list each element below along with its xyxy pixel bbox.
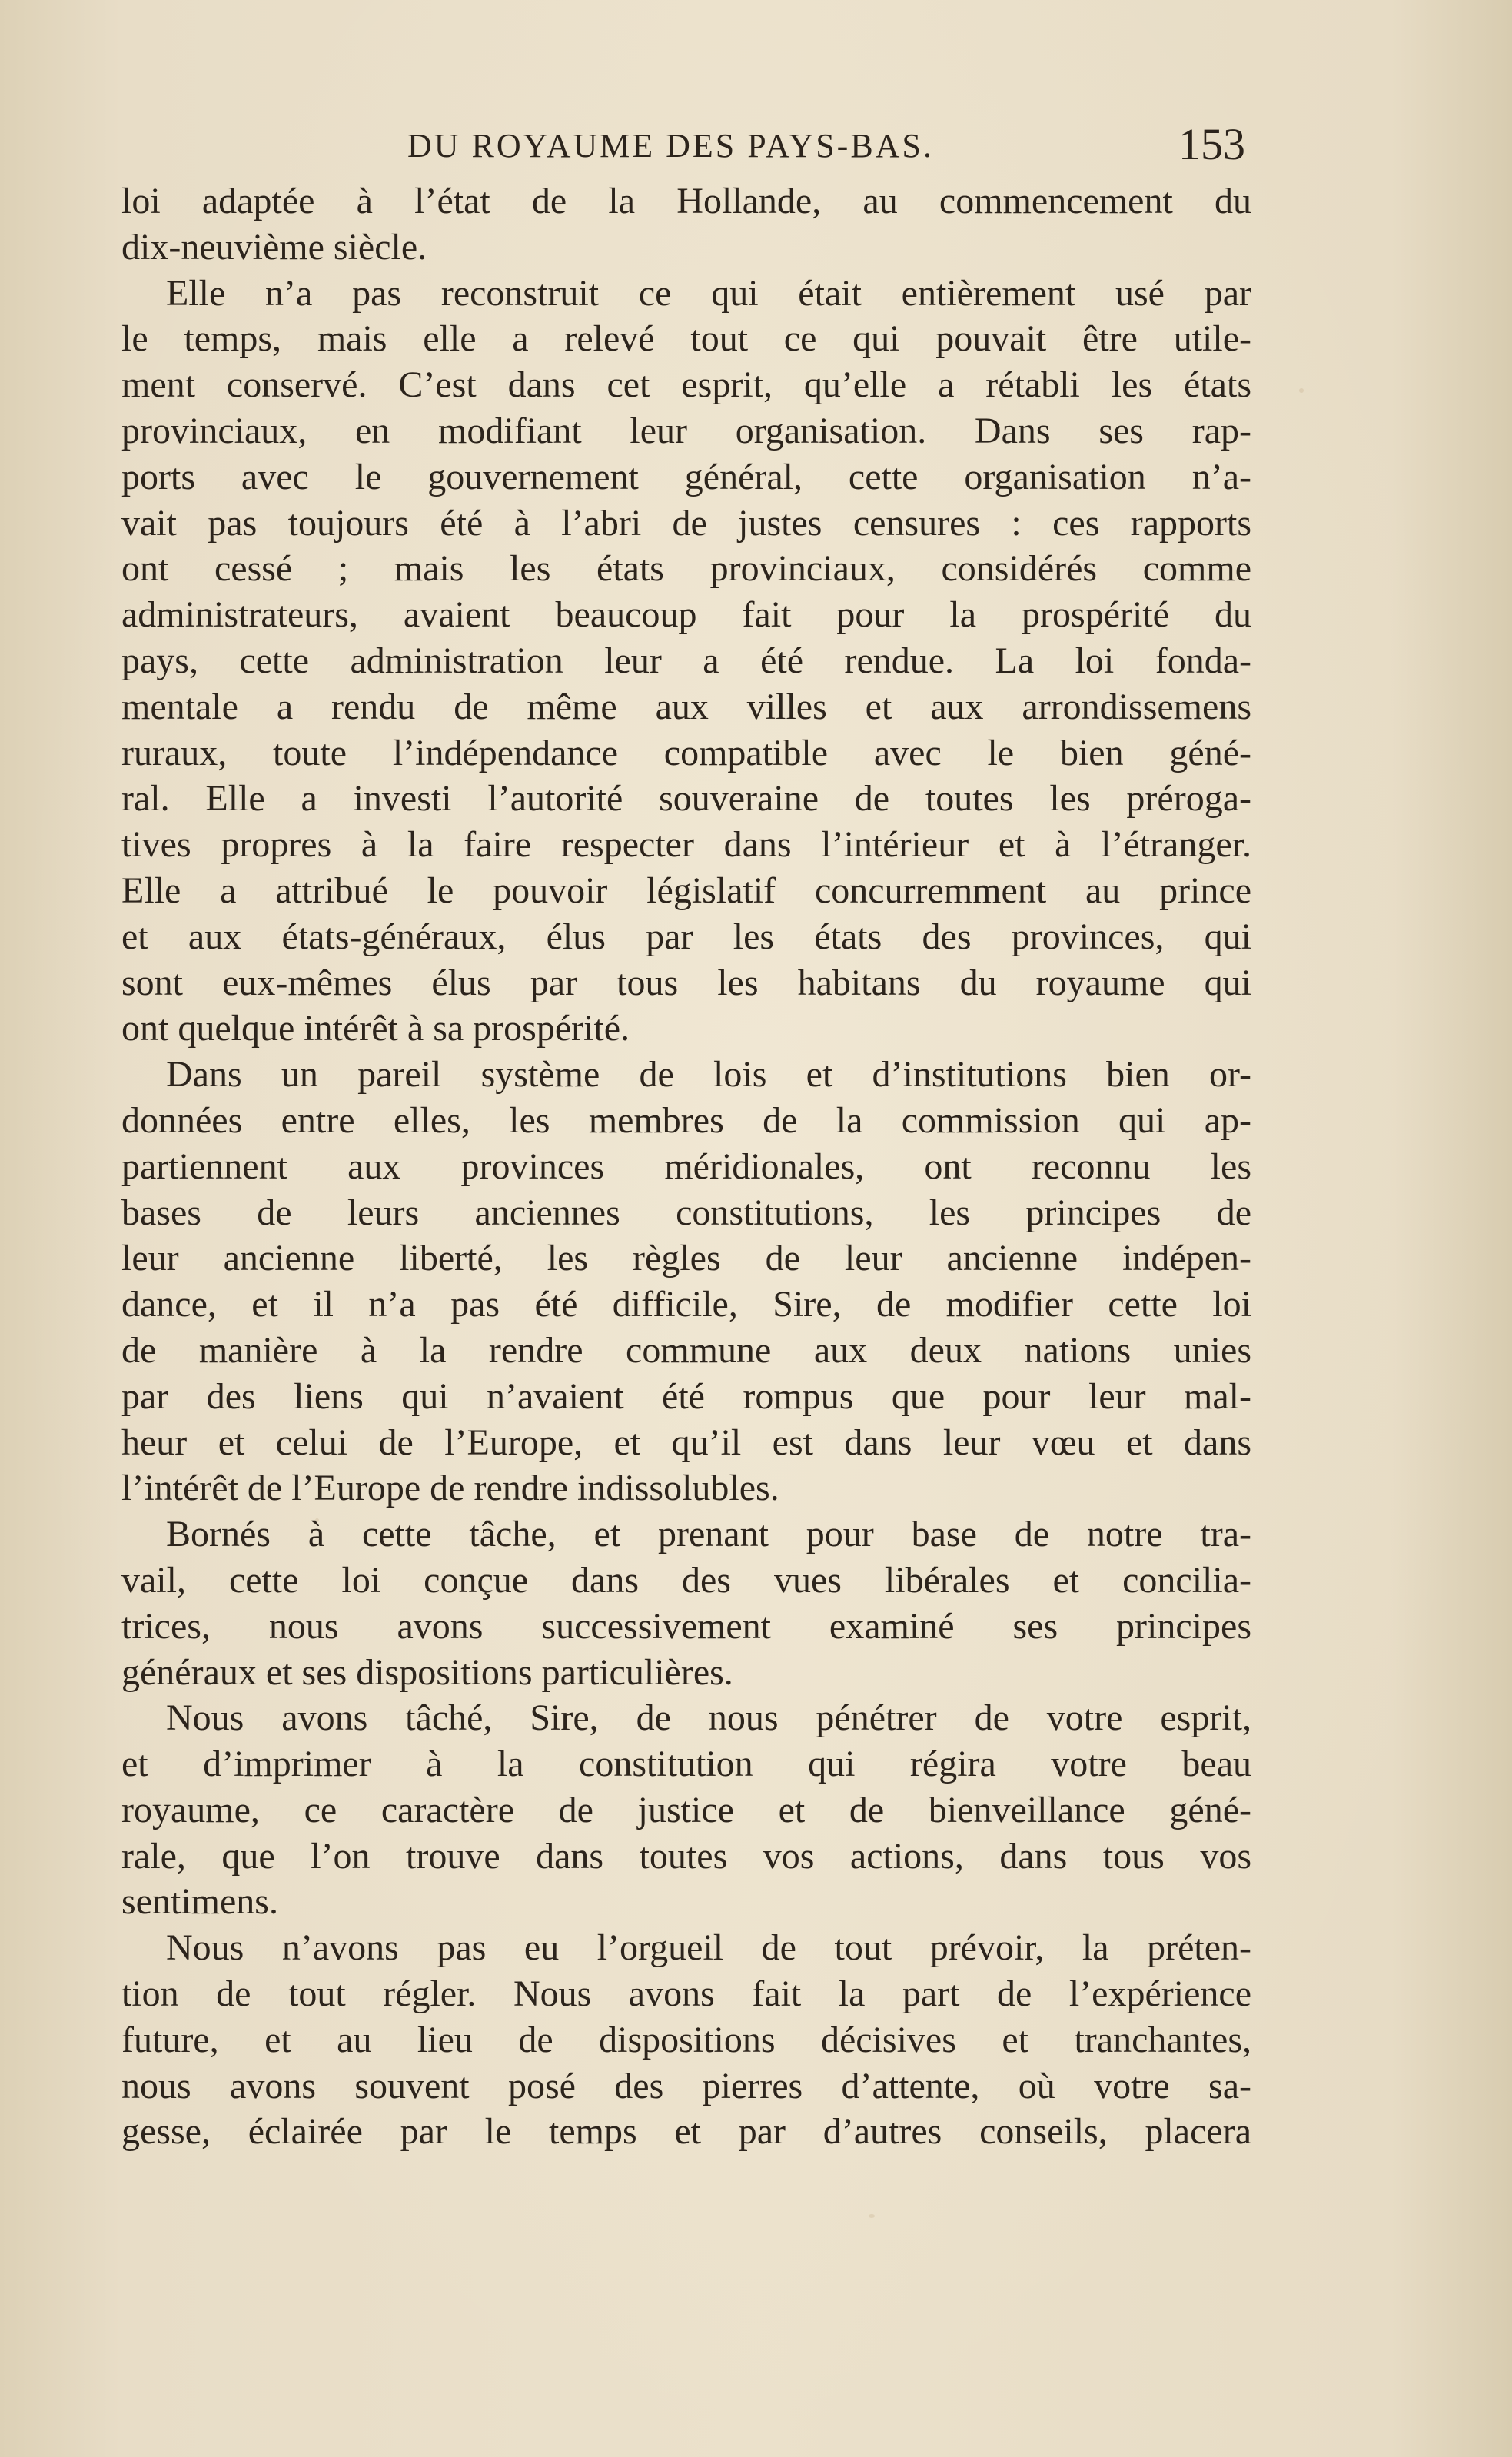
text-line: vait pas toujours été à l’abri de justes censures : ces rapports — [121, 502, 1251, 544]
text-line: nous avons souvent posé des pierres d’attente, où votre sa- — [121, 2065, 1251, 2106]
text-line: sentimens. — [121, 1881, 278, 1923]
text-line: rale, que l’on trouve dans toutes vos actions, dans tous vos — [121, 1835, 1251, 1877]
text-line: partiennent aux provinces méridionales, ont reconnu les — [121, 1145, 1251, 1187]
page-number: 153 — [1178, 119, 1245, 169]
text-line: ports avec le gouvernement général, cette organisation n’a- — [121, 456, 1251, 497]
running-title: DU ROYAUME DES PAYS-BAS. — [407, 127, 934, 165]
text-line: future, et au lieu de dispositions décisives et tranchantes, — [121, 2019, 1251, 2060]
paragraph-first-line: Elle n’a pas reconstruit ce qui était entièrement usé par — [166, 272, 1251, 314]
text-line: tion de tout régler. Nous avons fait la part de l’expérience — [121, 1973, 1251, 2015]
text-line: l’intérêt de l’Europe de rendre indissolubles. — [121, 1468, 779, 1509]
paragraph-first-line: Nous n’avons pas eu l’orgueil de tout prévoir, la préten- — [166, 1927, 1251, 1969]
text-line: vail, cette loi conçue dans des vues libérales et concilia- — [121, 1559, 1251, 1601]
text-line: dance, et il n’a pas été difficile, Sire, de modifier cette loi — [121, 1284, 1251, 1325]
text-line: sont eux-mêmes élus par tous les habitans du royaume qui — [121, 962, 1251, 1003]
body-text — [121, 178, 1251, 2155]
text-line: par des liens qui n’avaient été rompus que pour leur mal- — [121, 1375, 1251, 1417]
foxing-spot — [1299, 388, 1304, 393]
text-line: administrateurs, avaient beaucoup fait pour la prospérité du — [121, 594, 1251, 636]
text-line: ment conservé. C’est dans cet esprit, qu’elle a rétabli les états — [121, 364, 1251, 406]
text-line: heur et celui de l’Europe, et qu’il est dans leur vœu et dans — [121, 1421, 1251, 1463]
paragraph-first-line: Dans un pareil système de lois et d’institutions bien or- — [166, 1054, 1251, 1096]
text-line: ruraux, toute l’indépendance compatible avec le bien géné- — [121, 732, 1251, 773]
foxing-spot — [869, 2214, 875, 2218]
text-line: généraux et ses dispositions particulières. — [121, 1651, 733, 1693]
text-line: gesse, éclairée par le temps et par d’autres conseils, placera — [121, 2111, 1251, 2153]
text-line: le temps, mais elle a relevé tout ce qui pouvait être utile- — [121, 318, 1251, 360]
text-line: et aux états-généraux, élus par les états des provinces, qui — [121, 916, 1251, 957]
text-line: ral. Elle a investi l’autorité souveraine de toutes les préroga- — [121, 778, 1251, 820]
text-line: leur ancienne liberté, les règles de leur ancienne indépen- — [121, 1238, 1251, 1279]
text-line: données entre elles, les membres de la commission qui ap- — [121, 1099, 1251, 1141]
text-line: trices, nous avons successivement examiné ses principes — [121, 1605, 1251, 1647]
text-line: provinciaux, en modifiant leur organisation. Dans ses rap- — [121, 410, 1251, 451]
text-line: dix-neuvième siècle. — [121, 226, 427, 268]
text-line: ont quelque intérêt à sa prospérité. — [121, 1008, 630, 1049]
text-line: de manière à la rendre commune aux deux nations unies — [121, 1329, 1251, 1371]
paragraph-first-line: Bornés à cette tâche, et prenant pour base de notre tra- — [166, 1514, 1251, 1555]
text-line: tives propres à la faire respecter dans l’intérieur et à l’étranger. — [121, 824, 1251, 866]
paragraph-first-line: Nous avons tâché, Sire, de nous pénétrer de votre esprit, — [166, 1697, 1251, 1739]
text-line: et d’imprimer à la constitution qui régira votre beau — [121, 1744, 1251, 1785]
page-header — [123, 115, 1245, 177]
text-line: royaume, ce caractère de justice et de bienveillance géné- — [121, 1789, 1251, 1830]
text-line: pays, cette administration leur a été rendue. La loi fonda- — [121, 640, 1251, 681]
text-line: mentale a rendu de même aux villes et aux arrondissemens — [121, 686, 1251, 727]
text-line: bases de leurs anciennes constitutions, les principes de — [121, 1192, 1251, 1233]
text-line: Elle a attribué le pouvoir législatif concurremment au prince — [121, 869, 1251, 911]
text-line: ont cessé ; mais les états provinciaux, considérés comme — [121, 548, 1251, 590]
text-line: loi adaptée à l’état de la Hollande, au commencement du — [121, 181, 1251, 221]
